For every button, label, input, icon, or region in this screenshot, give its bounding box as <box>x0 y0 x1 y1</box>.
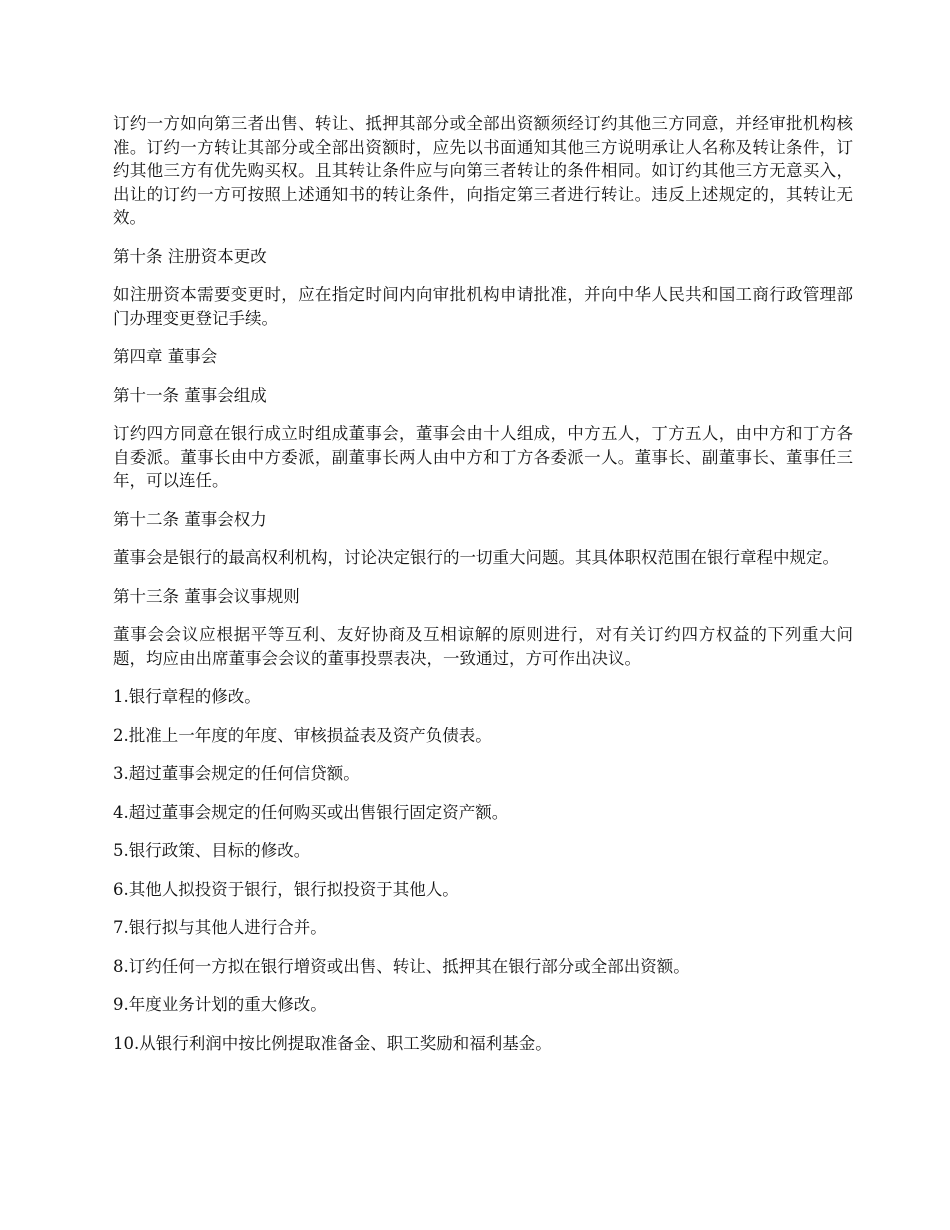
article-10-heading: 第十条 注册资本更改 <box>113 246 267 266</box>
article-10-body: 如注册资本需要变更时，应在指定时间内向审批机构申请批准，并向中华人民共和国工商行政管理部门办理变更登记手续。 <box>113 285 853 328</box>
article-13-heading: 第十三条 董事会议事规则 <box>113 586 300 606</box>
list-item: 6.其他人拟投资于银行，银行拟投资于其他人。 <box>113 879 459 899</box>
list-item: 7.银行拟与其他人进行合并。 <box>113 918 327 937</box>
article-11-heading: 第十一条 董事会组成 <box>113 385 267 405</box>
article-12-body: 董事会是银行的最高权利机构，讨论决定银行的一切重大问题。其具体职权范围在银行章程中规定。 <box>113 548 839 567</box>
list-item: 4.超过董事会规定的任何购买或出售银行固定资产额。 <box>113 802 509 822</box>
list-item: 10.从银行利润中按比例提取准备金、职工奖励和福利基金。 <box>113 1033 552 1053</box>
list-item: 5.银行政策、目标的修改。 <box>113 841 311 860</box>
list-item: 3.超过董事会规定的任何信贷额。 <box>113 764 360 783</box>
list-item: 9.年度业务计划的重大修改。 <box>113 995 327 1014</box>
paragraph-equity-transfer: 订约一方如向第三者出售、转让、抵押其部分或全部出资额须经订约其他三方同意，并经审批机构核准。订约一方转让其部分或全部出资额时，应先以书面通知其他三方说明承让人名称及转让条件，订约其他三方有优先购买权。且其转让条件应与向第三者转让的条件相同。如订约其他三方无意买入，出让的订约一方可按照上述通知书的转让条件，向指定第三者进行转让。违反上述规定的，其转让无效。 <box>113 114 853 227</box>
list-item: 8.订约任何一方拟在银行增资或出售、转让、抵押其在银行部分或全部出资额。 <box>113 956 690 976</box>
list-item: 2.批准上一年度的年度、审核损益表及资产负债表。 <box>113 725 492 745</box>
article-11-body: 订约四方同意在银行成立时组成董事会，董事会由十人组成，中方五人，丁方五人，由中方和丁方各自委派。董事长由中方委派，副董事长两人由中方和丁方各委派一人。董事长、副董事长、董事任三年，可以连任。 <box>113 424 853 490</box>
article-12-heading: 第十二条 董事会权力 <box>113 509 267 529</box>
chapter-4-heading: 第四章 董事会 <box>113 347 218 366</box>
document-page <box>113 112 853 1070</box>
list-item: 1.银行章程的修改。 <box>113 687 261 706</box>
article-13-body: 董事会会议应根据平等互利、友好协商及互相谅解的原则进行，对有关订约四方权益的下列重大问题，均应由出席董事会会议的董事投票表决，一致通过，方可作出决议。 <box>113 625 853 668</box>
